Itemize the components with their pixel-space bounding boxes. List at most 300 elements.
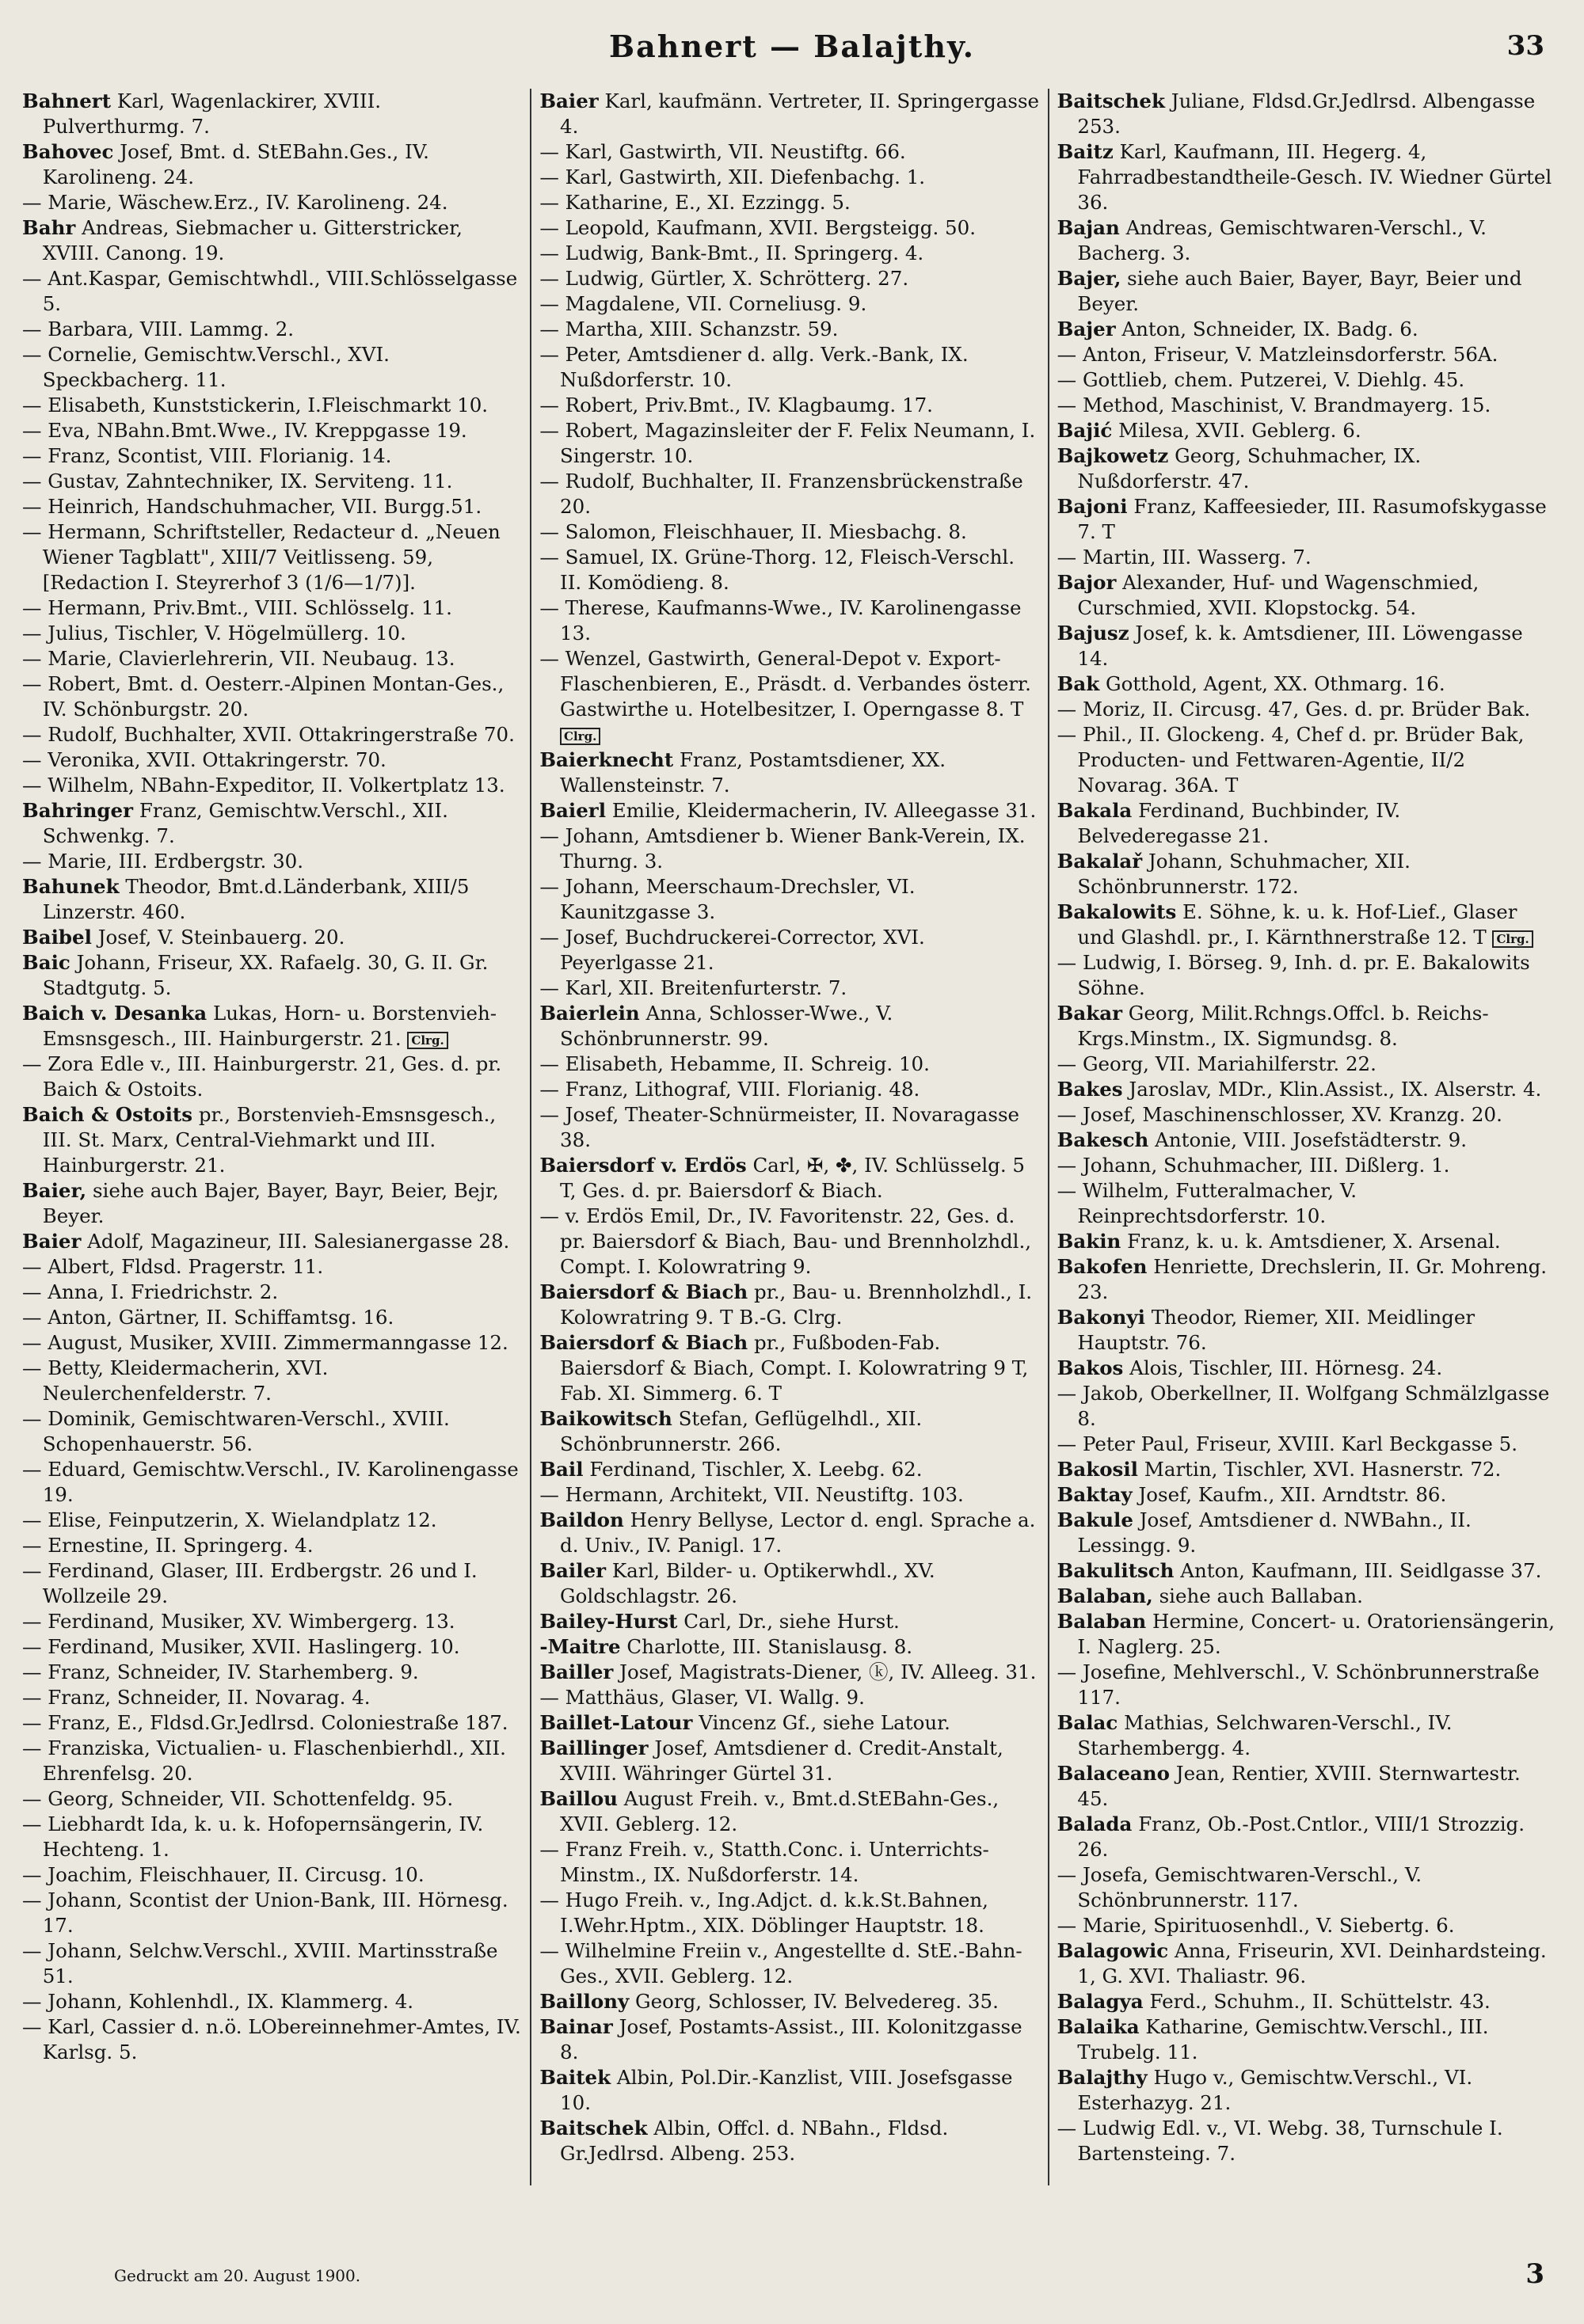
directory-entry — [22, 215, 522, 266]
directory-entry — [22, 1356, 522, 1406]
directory-entry — [1057, 697, 1557, 722]
entry-details: Hugo v., Gemischtw.Verschl., VI. Esterhazyg. 21. — [1077, 2066, 1473, 2114]
directory-entry — [22, 621, 522, 646]
directory-entry — [22, 1305, 522, 1330]
entry-details: — Martin, III. Wasserg. 7. — [1057, 546, 1312, 569]
entry-details: — Marie, Spirituosenhdl., V. Siebertg. 6. — [1057, 1914, 1455, 1937]
directory-entry — [539, 469, 1039, 519]
page-footer — [19, 2249, 1565, 2304]
entry-details: Franz, Gemischtw.Verschl., XII. Schwenkg. 7. — [42, 799, 448, 847]
directory-entry — [539, 1406, 1039, 1457]
entry-details: — Ferdinand, Glaser, III. Erdbergstr. 26 und I. Wollzeile 29. — [22, 1559, 478, 1607]
entry-details: Vincenz Gf., siehe Latour. — [699, 1711, 950, 1734]
directory-entry — [22, 1736, 522, 1786]
entry-details: — Barbara, VIII. Lammg. 2. — [22, 318, 295, 340]
entry-details: — Betty, Kleidermacherin, XVI. Neulerchenfelderstr. 7. — [22, 1356, 329, 1405]
entry-details: Franz, Ob.-Post.Cntlor., VIII/1 Strozzig. 26. — [1077, 1812, 1525, 1861]
entry-details: — Ferdinand, Musiker, XVII. Haslingerg. 10. — [22, 1635, 460, 1658]
entry-details: — Anton, Gärtner, II. Schiffamtsg. 16. — [22, 1306, 394, 1329]
entry-details: pr., Borstenvieh-Emsnsgesch., III. St. Marx, Central-Viehmarkt und III. Hainburgerstr. 21. — [42, 1103, 497, 1177]
directory-entry — [1057, 1584, 1557, 1609]
entry-details: Adolf, Magazineur, III. Salesianergasse 28. — [87, 1230, 510, 1253]
directory-entry — [1057, 1660, 1557, 1710]
entry-surname: Baier — [539, 89, 599, 112]
directory-entry — [1057, 1862, 1557, 1913]
directory-entry — [539, 1558, 1039, 1609]
entry-surname: Bajkowetz — [1057, 444, 1169, 467]
entry-details: — v. Erdös Emil, Dr., IV. Favoritenstr. 22, Ges. d. pr. Baiersdorf & Biach, Bau- und Brennholzhdl., Compt. I. Kolowratring 9. — [539, 1204, 1032, 1278]
entry-details: pr., Fußboden-Fab. Baiersdorf & Biach, Compt. I. Kolowratring 9 T, Fab. XI. Simmerg. 6. T — [560, 1331, 1029, 1405]
page-title: Bahnert — Balajthy. — [609, 29, 975, 64]
directory-entry — [22, 1406, 522, 1457]
entry-details: — Franz, Lithograf, VIII. Florianig. 48. — [539, 1078, 920, 1101]
entry-details: — Ferdinand, Musiker, XV. Wimbergerg. 13. — [22, 1610, 455, 1633]
entry-details: siehe auch Ballaban. — [1159, 1584, 1363, 1607]
directory-entry — [1057, 1356, 1557, 1381]
directory-entry — [22, 1178, 522, 1229]
entry-surname: Bakar — [1057, 1002, 1122, 1025]
directory-entry — [22, 418, 522, 443]
directory-entry — [1057, 1761, 1557, 1812]
entry-surname: Bainar — [539, 2015, 613, 2038]
entry-details: Franz, k. u. k. Amtsdiener, X. Arsenal. — [1127, 1230, 1501, 1253]
entry-surname: Bailer — [539, 1559, 607, 1582]
entry-surname: Baildon — [539, 1508, 624, 1531]
entry-details: Jaroslav, MDr., Klin.Assist., IX. Alserstr. 4. — [1129, 1078, 1542, 1101]
entry-details: Ferd., Schuhm., II. Schüttelstr. 43. — [1149, 1990, 1491, 2013]
entry-details: — Johann, Scontist der Union-Bank, III. Hörnesg. 17. — [22, 1888, 508, 1937]
entry-surname: Bajer — [1057, 318, 1116, 340]
directory-entry — [22, 798, 522, 849]
entry-surname: Baiersdorf & Biach — [539, 1280, 748, 1303]
entry-surname: Bail — [539, 1458, 584, 1481]
entry-details: Georg, Schlosser, IV. Belvedereg. 35. — [635, 1990, 999, 2013]
directory-entry — [539, 342, 1039, 393]
entry-details: — Robert, Priv.Bmt., IV. Klagbaumg. 17. — [539, 394, 933, 416]
directory-entry — [539, 1634, 1039, 1660]
entry-details: — Samuel, IX. Grüne-Thorg. 12, Fleisch-Verschl. II. Komödieng. 8. — [539, 546, 1015, 594]
directory-entry — [539, 976, 1039, 1001]
entry-details: — Josefa, Gemischtwaren-Verschl., V. Schönbrunnerstr. 117. — [1057, 1863, 1422, 1911]
directory-entry — [1057, 621, 1557, 671]
directory-entry — [1057, 1609, 1557, 1660]
directory-entry — [22, 950, 522, 1001]
directory-entry — [22, 773, 522, 798]
directory-entry — [22, 1254, 522, 1280]
entry-surname: Bakalař — [1057, 850, 1143, 873]
entry-surname: Balaceano — [1057, 1762, 1170, 1785]
directory-entry — [539, 317, 1039, 342]
entry-details: — Josef, Theater-Schnürmeister, II. Novaragasse 38. — [539, 1103, 1020, 1151]
entry-details: — Martha, XIII. Schanzstr. 59. — [539, 318, 839, 340]
directory-entry — [22, 1102, 522, 1178]
directory-entry — [1057, 1229, 1557, 1254]
entry-details: — August, Musiker, XVIII. Zimmermanngasse 12. — [22, 1331, 508, 1354]
entry-details: — Salomon, Fleischhauer, II. Miesbachg. 8. — [539, 520, 967, 543]
entry-details: Ferdinand, Buchbinder, IV. Belvederegasse 21. — [1077, 799, 1401, 847]
entry-details: — Leopold, Kaufmann, XVII. Bergsteigg. 50. — [539, 216, 977, 239]
entry-details: Hermine, Concert- u. Oratoriensängerin, I. Naglerg. 25. — [1077, 1610, 1555, 1658]
entry-details: Johann, Friseur, XX. Rafaelg. 30, G. II. Gr. Stadtgutg. 5. — [42, 951, 489, 999]
entry-details: — Cornelie, Gemischtw.Verschl., XVI. Speckbacherg. 11. — [22, 343, 390, 391]
directory-entry — [1057, 545, 1557, 570]
directory-entry — [539, 925, 1039, 976]
directory-entry — [539, 1457, 1039, 1482]
entry-details: — Karl, XII. Breitenfurterstr. 7. — [539, 976, 847, 999]
entry-details: — Eduard, Gemischtw.Verschl., IV. Karolinengasse 19. — [22, 1458, 519, 1506]
entry-details: Josef, Postamts-Assist., III. Kolonitzgasse 8. — [560, 2015, 1022, 2063]
entry-details: Lukas, Horn- u. Borstenvieh-Emsnsgesch., III. Hainburgerstr. 21. — [42, 1002, 497, 1050]
entry-surname: Baillinger — [539, 1736, 649, 1759]
directory-entry — [539, 2065, 1039, 2116]
entry-details: — Hugo Freih. v., Ing.Adjct. d. k.k.St.Bahnen, I.Wehr.Hptm., XIX. Döblinger Hauptstr. 18. — [539, 1888, 988, 1937]
entry-details: Theodor, Riemer, XII. Meidlinger Hauptstr. 76. — [1077, 1306, 1475, 1354]
directory-entry — [22, 925, 522, 950]
directory-entry — [1057, 2065, 1557, 2116]
directory-entry — [539, 139, 1039, 165]
entry-details: siehe auch Bajer, Bayer, Bayr, Beier, Bejr, Beyer. — [42, 1179, 499, 1227]
entry-details: — Josef, Maschinenschlosser, XV. Kranzg. 20. — [1057, 1103, 1502, 1126]
directory-entry — [539, 1938, 1039, 1989]
directory-entry — [1057, 1938, 1557, 1989]
entry-surname: Bahunek — [22, 875, 120, 898]
directory-entry — [22, 266, 522, 317]
entry-details: — Johann, Meerschaum-Drechsler, VI. Kaunitzgasse 3. — [539, 875, 916, 923]
entry-surname: Baiersdorf & Biach — [539, 1331, 748, 1354]
directory-entry — [22, 89, 522, 139]
entry-surname: Balada — [1057, 1812, 1133, 1835]
directory-column-2 — [530, 89, 1047, 2185]
entry-surname: Baich & Ostoits — [22, 1103, 193, 1126]
directory-entry — [22, 1609, 522, 1634]
entry-details: Josef, Bmt. d. StEBahn.Ges., IV. Karolineng. 24. — [42, 140, 429, 188]
entry-details: Henry Bellyse, Lector d. engl. Sprache a. d. Univ., IV. Panigl. 17. — [560, 1508, 1036, 1557]
directory-entry — [22, 1330, 522, 1356]
directory-entry — [1057, 1381, 1557, 1432]
directory-entry — [1057, 1558, 1557, 1584]
entry-details: Karl, Wagenlackirer, XVIII. Pulverthurmg. 7. — [42, 89, 382, 138]
entry-details: — Ludwig, Bank-Bmt., II. Springerg. 4. — [539, 242, 924, 264]
entry-surname: Baier — [22, 1230, 82, 1253]
directory-entry — [1057, 1305, 1557, 1356]
directory-entry — [22, 494, 522, 519]
directory-entry — [22, 595, 522, 621]
entry-surname: Bakes — [1057, 1078, 1123, 1101]
entry-details: — Josef, Buchdruckerei-Corrector, XVI. Peyerlgasse 21. — [539, 926, 925, 974]
directory-entry — [22, 1558, 522, 1609]
entry-surname: Balagya — [1057, 1990, 1144, 2013]
entry-details: — Josefine, Mehlverschl., V. Schönbrunnerstraße 117. — [1057, 1660, 1540, 1709]
entry-surname: Bakosil — [1057, 1458, 1138, 1481]
entry-details: — Johann, Amtsdiener b. Wiener Bank-Verein, IX. Thurng. 3. — [539, 824, 1026, 873]
directory-entry — [1057, 798, 1557, 849]
entry-details: Anton, Kaufmann, III. Seidlgasse 37. — [1180, 1559, 1542, 1582]
entry-details: Mathias, Selchwaren-Verschl., IV. Starhembergg. 4. — [1077, 1711, 1453, 1759]
entry-details: — Georg, Schneider, VII. Schottenfeldg. 95. — [22, 1787, 454, 1810]
entry-surname: Baierl — [539, 799, 607, 822]
directory-entry — [1057, 1710, 1557, 1761]
clearing-badge: Clrg. — [407, 1032, 447, 1049]
entry-surname: Bahringer — [22, 799, 134, 822]
entry-details: — Method, Maschinist, V. Brandmayerg. 15. — [1057, 394, 1491, 416]
entry-details: — Marie, Wäschew.Erz., IV. Karolineng. 24. — [22, 191, 448, 214]
entry-details: Franz, Postamtsdiener, XX. Wallensteinstr. 7. — [560, 748, 946, 797]
directory-entry — [539, 747, 1039, 798]
entry-details: Carl, Dr., siehe Hurst. — [683, 1610, 900, 1633]
directory-entry — [539, 646, 1039, 747]
entry-details: Josef, Amtsdiener d. Credit-Anstalt, XVIII. Währinger Gürtel 31. — [560, 1736, 1003, 1785]
entry-details: — Gustav, Zahntechniker, IX. Serviteng. 11. — [22, 470, 453, 493]
entry-details: — Ant.Kaspar, Gemischtwhdl., VIII.Schlösselgasse 5. — [22, 267, 518, 315]
directory-entry — [539, 291, 1039, 317]
entry-details: Anna, Schlosser-Wwe., V. Schönbrunnerstr. 99. — [560, 1002, 893, 1050]
entry-details: — Karl, Gastwirth, VII. Neustiftg. 66. — [539, 140, 906, 163]
entry-details: — Ernestine, II. Springerg. 4. — [22, 1534, 314, 1557]
entry-details: Charlotte, III. Stanislausg. 8. — [626, 1635, 913, 1658]
entry-details: Milesa, XVII. Geblerg. 6. — [1118, 419, 1361, 442]
entry-details: — Ludwig, I. Börseg. 9, Inh. d. pr. E. Bakalowits Söhne. — [1057, 951, 1530, 999]
entry-details: Gotthold, Agent, XX. Othmarg. 16. — [1106, 672, 1445, 695]
directory-entry — [22, 1710, 522, 1736]
entry-details: Emilie, Kleidermacherin, IV. Alleegasse 31. — [611, 799, 1037, 822]
directory-entry — [22, 1533, 522, 1558]
entry-details: Martin, Tischler, XVI. Hasnerstr. 72. — [1144, 1458, 1502, 1481]
entry-surname: Baitschek — [539, 2117, 648, 2140]
directory-entry — [539, 1736, 1039, 1786]
entry-details: — Rudolf, Buchhalter, II. Franzensbrückenstraße 20. — [539, 470, 1023, 518]
entry-details: — Peter Paul, Friseur, XVIII. Karl Beckgasse 5. — [1057, 1432, 1518, 1455]
entry-surname: Bakule — [1057, 1508, 1133, 1531]
entry-details: Juliane, Fldsd.Gr.Jedlrsd. Albengasse 253. — [1077, 89, 1536, 138]
entry-details: pr., Bau- u. Brennholzhdl., I. Kolowratring 9. T B.-G. Clrg. — [560, 1280, 1033, 1329]
entry-details: — Heinrich, Handschuhmacher, VII. Burgg.51. — [22, 495, 482, 518]
entry-surname: Baillet-Latour — [539, 1711, 693, 1734]
entry-surname: Baibel — [22, 926, 92, 949]
directory-entry — [1057, 139, 1557, 215]
directory-entry — [22, 1457, 522, 1508]
entry-surname: Baitz — [1057, 140, 1114, 163]
entry-details: Josef, k. k. Amtsdiener, III. Löwengasse 14. — [1077, 622, 1523, 670]
entry-details: — Liebhardt Ida, k. u. k. Hofopernsängerin, IV. Hechteng. 1. — [22, 1812, 484, 1861]
entry-details: Karl, Bilder- u. Optikerwhdl., XV. Goldschlagstr. 26. — [560, 1559, 935, 1607]
entry-details: — Albert, Fldsd. Pragerstr. 11. — [22, 1255, 324, 1278]
entry-details: Henriette, Drechslerin, II. Gr. Mohreng. 23. — [1077, 1255, 1548, 1303]
directory-entry — [539, 1153, 1039, 1204]
directory-entry — [539, 1888, 1039, 1938]
directory-entry — [22, 1888, 522, 1938]
directory-column-3 — [1048, 89, 1565, 2185]
entry-details: Josef, Kaufm., XII. Arndtstr. 86. — [1138, 1483, 1447, 1506]
directory-entry — [539, 1077, 1039, 1102]
directory-entry — [1057, 342, 1557, 367]
entry-surname: Baierlein — [539, 1002, 640, 1025]
entry-surname: -Maitre — [539, 1635, 621, 1658]
directory-entry — [539, 165, 1039, 190]
entry-details: — Julius, Tischler, V. Högelmüllerg. 10. — [22, 622, 406, 645]
directory-entry — [22, 1685, 522, 1710]
directory-entry — [22, 1634, 522, 1660]
directory-entry — [539, 823, 1039, 874]
directory-entry — [22, 1660, 522, 1685]
directory-entry — [22, 1812, 522, 1862]
entry-details: — Peter, Amtsdiener d. allg. Verk.-Bank, IX. Nußdorferstr. 10. — [539, 343, 969, 391]
entry-details: — Elisabeth, Kunststickerin, I.Fleischmarkt 10. — [22, 394, 489, 416]
entry-details: — Ludwig, Gürtler, X. Schrötterg. 27. — [539, 267, 909, 290]
directory-entry — [539, 1710, 1039, 1736]
entry-surname: Bakulitsch — [1057, 1559, 1175, 1582]
entry-details: — Hermann, Priv.Bmt., VIII. Schlösselg. 11. — [22, 596, 452, 619]
directory-entry — [22, 393, 522, 418]
entry-surname: Bakos — [1057, 1356, 1124, 1379]
page-header — [19, 24, 1565, 79]
entry-surname: Bajić — [1057, 419, 1113, 442]
directory-entry — [539, 1786, 1039, 1837]
entry-details: — Magdalene, VII. Corneliusg. 9. — [539, 292, 867, 315]
entry-details: E. Söhne, k. u. k. Hof-Lief., Glaser und Glashdl. pr., I. Kärnthnerstraße 12. T — [1077, 900, 1517, 949]
directory-entry — [1057, 443, 1557, 494]
directory-entry — [1057, 393, 1557, 418]
directory-entry — [539, 266, 1039, 291]
entry-details: Josef, Amtsdiener d. NWBahn., II. Lessingg. 9. — [1077, 1508, 1472, 1557]
directory-entry — [539, 1685, 1039, 1710]
entry-details: — Johann, Kohlenhdl., IX. Klammerg. 4. — [22, 1990, 414, 2013]
directory-entry — [1057, 1102, 1557, 1128]
entry-details: Albin, Pol.Dir.-Kanzlist, VIII. Josefsgasse 10. — [560, 2066, 1013, 2114]
entry-details: — Marie, III. Erdbergstr. 30. — [22, 850, 304, 873]
entry-surname: Baillony — [539, 1990, 630, 2013]
directory-entry — [22, 469, 522, 494]
directory-entry — [22, 1229, 522, 1254]
directory-entry — [1057, 1153, 1557, 1178]
entry-details: Albin, Offcl. d. NBahn., Fldsd. Gr.Jedlrsd. Albeng. 253. — [560, 2117, 949, 2165]
directory-entry — [539, 1052, 1039, 1077]
directory-entry — [539, 1508, 1039, 1558]
directory-entry — [1057, 367, 1557, 393]
entry-details: siehe auch Baier, Bayer, Bayr, Beier und Beyer. — [1077, 267, 1522, 315]
directory-entry — [1057, 1077, 1557, 1102]
entry-details: — Wilhelm, NBahn-Expeditor, II. Volkertplatz 13. — [22, 774, 505, 797]
entry-details: Anna, Friseurin, XVI. Deinhardsteing. 1, G. XVI. Thaliastr. 96. — [1077, 1939, 1547, 1987]
directory-entry — [22, 874, 522, 925]
directory-entry — [1057, 900, 1557, 950]
directory-entry — [22, 317, 522, 342]
directory-entry — [22, 747, 522, 773]
entry-surname: Bakala — [1057, 799, 1133, 822]
entry-surname: Balaika — [1057, 2015, 1140, 2038]
entry-details: — Franz, Schneider, II. Novarag. 4. — [22, 1686, 371, 1709]
directory-entry — [1057, 494, 1557, 545]
entry-details: — Zora Edle v., III. Hainburgerstr. 21, Ges. d. pr. Baich & Ostoits. — [22, 1052, 502, 1101]
entry-details: August Freih. v., Bmt.d.StEBahn-Ges., XVII. Geblerg. 12. — [560, 1787, 1000, 1835]
directory-entry — [1057, 849, 1557, 900]
directory-entry — [539, 1001, 1039, 1052]
entry-surname: Baitek — [539, 2066, 611, 2089]
entry-surname: Baich v. Desanka — [22, 1002, 208, 1025]
entry-details: — Karl, Gastwirth, XII. Diefenbachg. 1. — [539, 165, 926, 188]
entry-details: Georg, Schuhmacher, IX. Nußdorferstr. 47. — [1077, 444, 1422, 493]
entry-details: — Johann, Selchw.Verschl., XVIII. Martinsstraße 51. — [22, 1939, 498, 1987]
entry-surname: Bak — [1057, 672, 1100, 695]
entry-details: — Robert, Bmt. d. Oesterr.-Alpinen Montan-Ges., IV. Schönburgstr. 20. — [22, 672, 505, 721]
directory-entry — [1057, 1457, 1557, 1482]
entry-details: Theodor, Bmt.d.Länderbank, XIII/5 Linzerstr. 460. — [42, 875, 470, 923]
entry-details: — Franziska, Victualien- u. Flaschenbierhdl., XII. Ehrenfelsg. 20. — [22, 1736, 506, 1785]
directory-entry — [539, 1989, 1039, 2014]
entry-details: — Franz Freih. v., Statth.Conc. i. Unterrichts-Minstm., IX. Nußdorferstr. 14. — [539, 1838, 989, 1886]
directory-entry — [22, 1001, 522, 1052]
entry-surname: Balajthy — [1057, 2066, 1148, 2089]
entry-surname: Baic — [22, 951, 70, 974]
directory-entry — [539, 1660, 1039, 1685]
directory-entry — [22, 519, 522, 595]
directory-entry — [1057, 266, 1557, 317]
directory-entry — [1057, 1001, 1557, 1052]
entry-details: — Hermann, Architekt, VII. Neustiftg. 103. — [539, 1483, 964, 1506]
entry-details: — Elise, Feinputzerin, X. Wielandplatz 12. — [22, 1508, 437, 1531]
entry-details: — Joachim, Fleischhauer, II. Circusg. 10. — [22, 1863, 425, 1886]
page-number: 33 — [1506, 30, 1544, 62]
entry-details: Carl, ✠, ✤, IV. Schlüsselg. 5 T, Ges. d. pr. Baiersdorf & Biach. — [560, 1154, 1026, 1202]
entry-surname: Bakalowits — [1057, 900, 1177, 923]
directory-entry — [539, 519, 1039, 545]
entry-details: — Wenzel, Gastwirth, General-Depot v. Export-Flaschenbieren, E., Präsdt. d. Verbandes österr. Gastwirthe u. Hotelbesitzer, I. Operngasse 8. T — [539, 647, 1031, 721]
directory-entry — [22, 139, 522, 190]
directory-entry — [22, 1989, 522, 2014]
directory-entry — [1057, 317, 1557, 342]
directory-entry — [1057, 1432, 1557, 1457]
entry-details: — Wilhelm, Futteralmacher, V. Reinprechtsdorferstr. 10. — [1057, 1179, 1357, 1227]
directory-entry — [539, 89, 1039, 139]
directory-entry — [539, 874, 1039, 925]
directory-entry — [1057, 722, 1557, 798]
entry-details: — Matthäus, Glaser, VI. Wallg. 9. — [539, 1686, 865, 1709]
entry-surname: Bajoni — [1057, 495, 1128, 518]
entry-surname: Bajer, — [1057, 267, 1121, 290]
entry-surname: Bakofen — [1057, 1255, 1148, 1278]
directory-entry — [1057, 1812, 1557, 1862]
print-date-note: Gedruckt am 20. August 1900. — [114, 2266, 361, 2285]
entry-surname: Bakin — [1057, 1230, 1121, 1253]
directory-entry — [1057, 2014, 1557, 2065]
directory-entry — [539, 1837, 1039, 1888]
entry-details: — Veronika, XVII. Ottakringerstr. 70. — [22, 748, 386, 771]
entry-surname: Baier, — [22, 1179, 87, 1202]
entry-surname: Bahnert — [22, 89, 112, 112]
entry-details: Jean, Rentier, XVIII. Sternwartestr. 45. — [1077, 1762, 1521, 1810]
directory-entry — [22, 1508, 522, 1533]
entry-details: — Rudolf, Buchhalter, XVII. Ottakringerstraße 70. — [22, 723, 515, 746]
entry-details: Alois, Tischler, III. Hörnesg. 24. — [1129, 1356, 1443, 1379]
directory-entry — [22, 646, 522, 671]
entry-surname: Balaban — [1057, 1610, 1147, 1633]
directory-entry — [539, 1482, 1039, 1508]
entry-surname: Bajusz — [1057, 622, 1129, 645]
directory-entry — [22, 1280, 522, 1305]
entry-details: — Franz, E., Fldsd.Gr.Jedlrsd. Coloniestraße 187. — [22, 1711, 508, 1734]
directory-entry — [539, 1280, 1039, 1330]
entry-details: — Jakob, Oberkellner, II. Wolfgang Schmälzlgasse 8. — [1057, 1382, 1550, 1430]
entry-surname: Bahovec — [22, 140, 114, 163]
directory-entry — [1057, 1989, 1557, 2014]
directory-entry — [22, 722, 522, 747]
entry-details: Katharine, Gemischtw.Verschl., III. Trubelg. 11. — [1077, 2015, 1489, 2063]
directory-entry — [539, 1330, 1039, 1406]
entry-details: — Franz, Schneider, IV. Starhemberg. 9. — [22, 1660, 419, 1683]
directory-entry — [22, 849, 522, 874]
directory-entry — [539, 2014, 1039, 2065]
directory-entry — [539, 545, 1039, 595]
entry-details: — Ludwig Edl. v., VI. Webg. 38, Turnschule I. Bartensteing. 7. — [1057, 2117, 1503, 2165]
